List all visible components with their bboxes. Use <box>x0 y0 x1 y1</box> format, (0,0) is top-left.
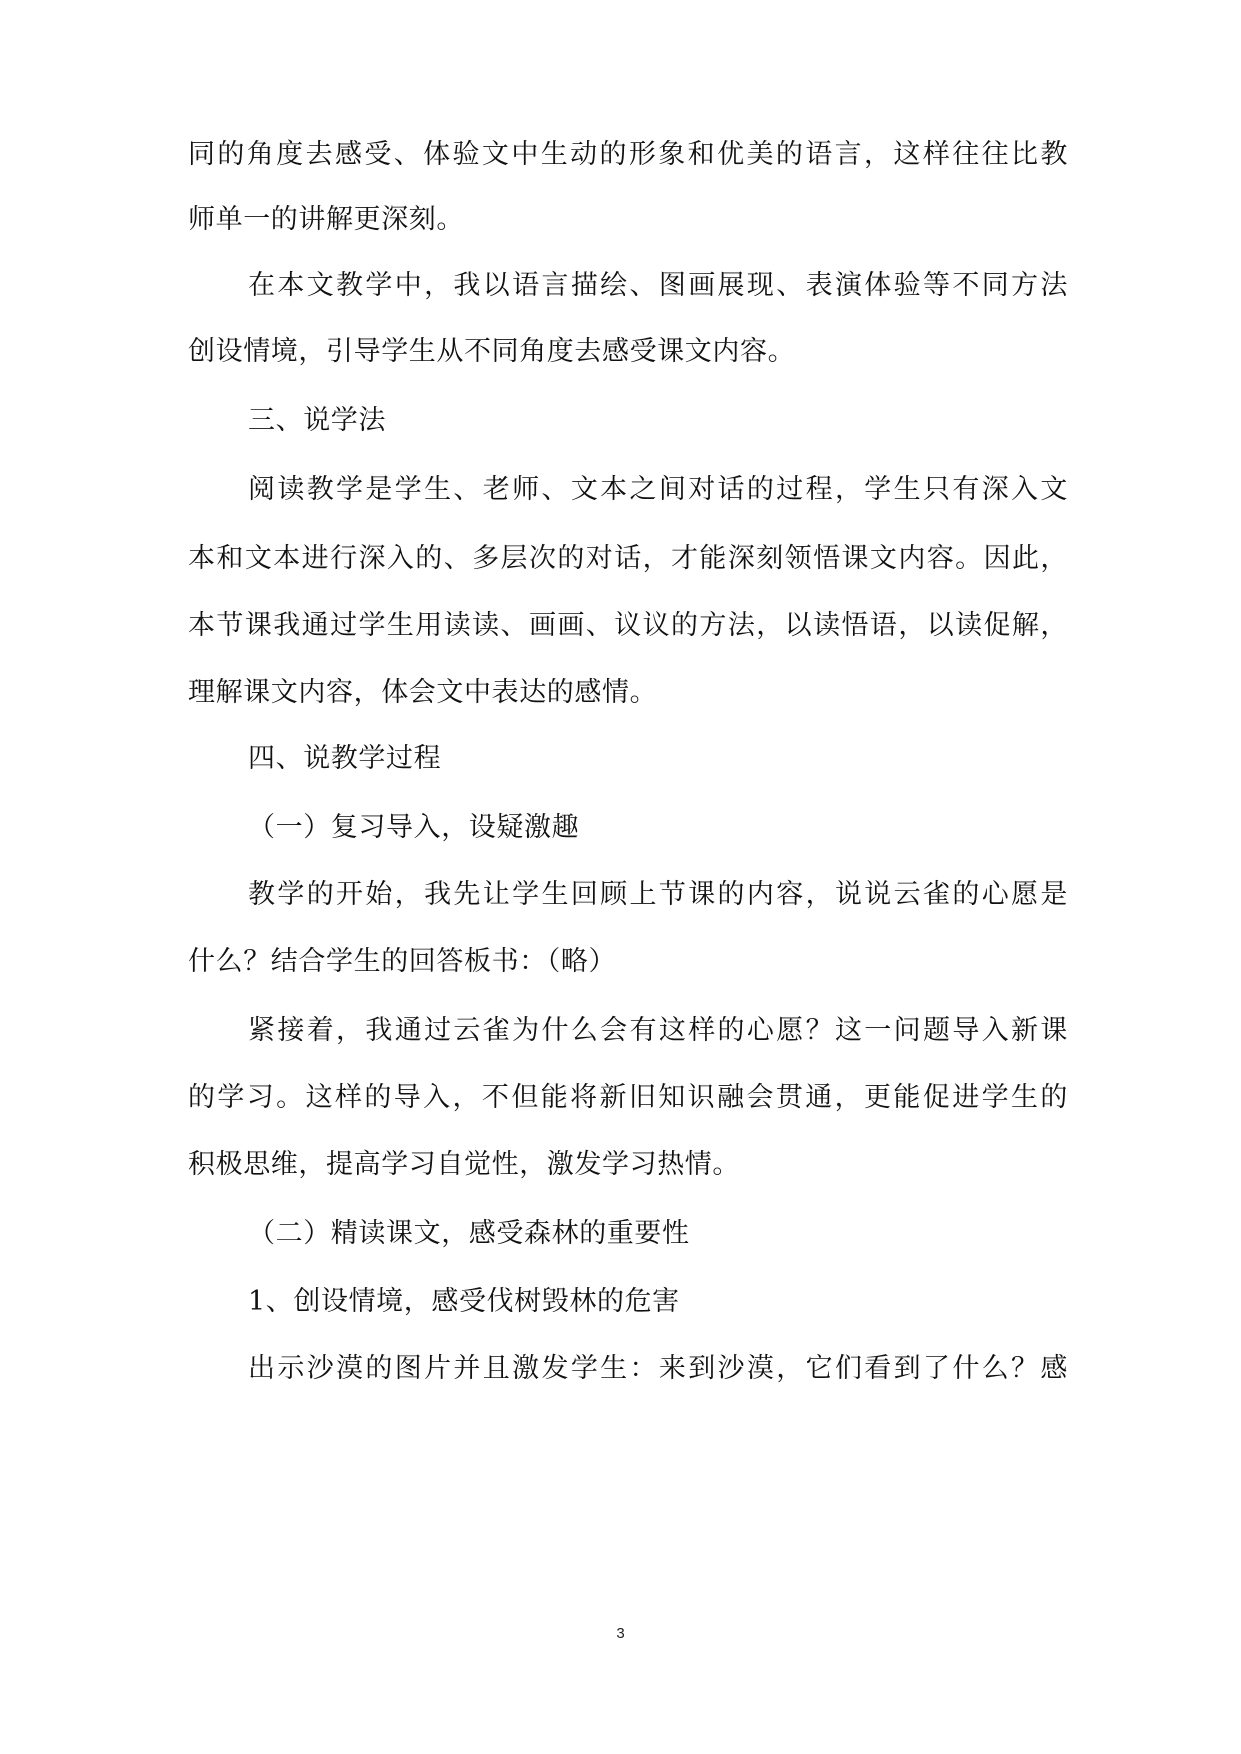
subsection-heading: （二）精读课文，感受森林的重要性 <box>248 1218 690 1249</box>
paragraph-line: 紧接着，我通过云雀为什么会有这样的心愿？这一问题导入新课 <box>248 1015 1068 1046</box>
numbered-heading: 1、创设情境，感受伐树毁林的危害 <box>248 1286 680 1317</box>
paragraph-line: 本和文本进行深入的、多层次的对话，才能深刻领悟课文内容。因此， <box>188 543 1068 574</box>
paragraph-line: 的学习。这样的导入，不但能将新旧知识融会贯通，更能促进学生的 <box>188 1082 1068 1113</box>
paragraph-line: 什么？结合学生的回答板书：（略） <box>188 946 617 977</box>
section-heading: 三、说学法 <box>248 405 386 436</box>
paragraph-line: 创设情境，引导学生从不同角度去感受课文内容。 <box>188 336 796 367</box>
page-number: 3 <box>616 1625 625 1642</box>
paragraph-line: 理解课文内容，体会文中表达的感情。 <box>188 677 658 708</box>
section-heading: 四、说教学过程 <box>248 743 442 774</box>
paragraph-line: 出示沙漠的图片并且激发学生：来到沙漠，它们看到了什么？感 <box>248 1353 1068 1384</box>
subsection-heading: （一）复习导入，设疑激趣 <box>248 812 580 843</box>
paragraph-line: 积极思维，提高学习自觉性，激发学习热情。 <box>188 1149 740 1180</box>
paragraph-line: 师单一的讲解更深刻。 <box>188 204 464 235</box>
paragraph-line: 阅读教学是学生、老师、文本之间对话的过程，学生只有深入文 <box>248 474 1068 505</box>
paragraph-line: 同的角度去感受、体验文中生动的形象和优美的语言，这样往往比教 <box>188 139 1068 170</box>
paragraph-line: 在本文教学中，我以语言描绘、图画展现、表演体验等不同方法 <box>248 270 1068 301</box>
paragraph-line: 本节课我通过学生用读读、画画、议议的方法，以读悟语，以读促解， <box>188 610 1068 641</box>
paragraph-line: 教学的开始，我先让学生回顾上节课的内容，说说云雀的心愿是 <box>248 879 1068 910</box>
